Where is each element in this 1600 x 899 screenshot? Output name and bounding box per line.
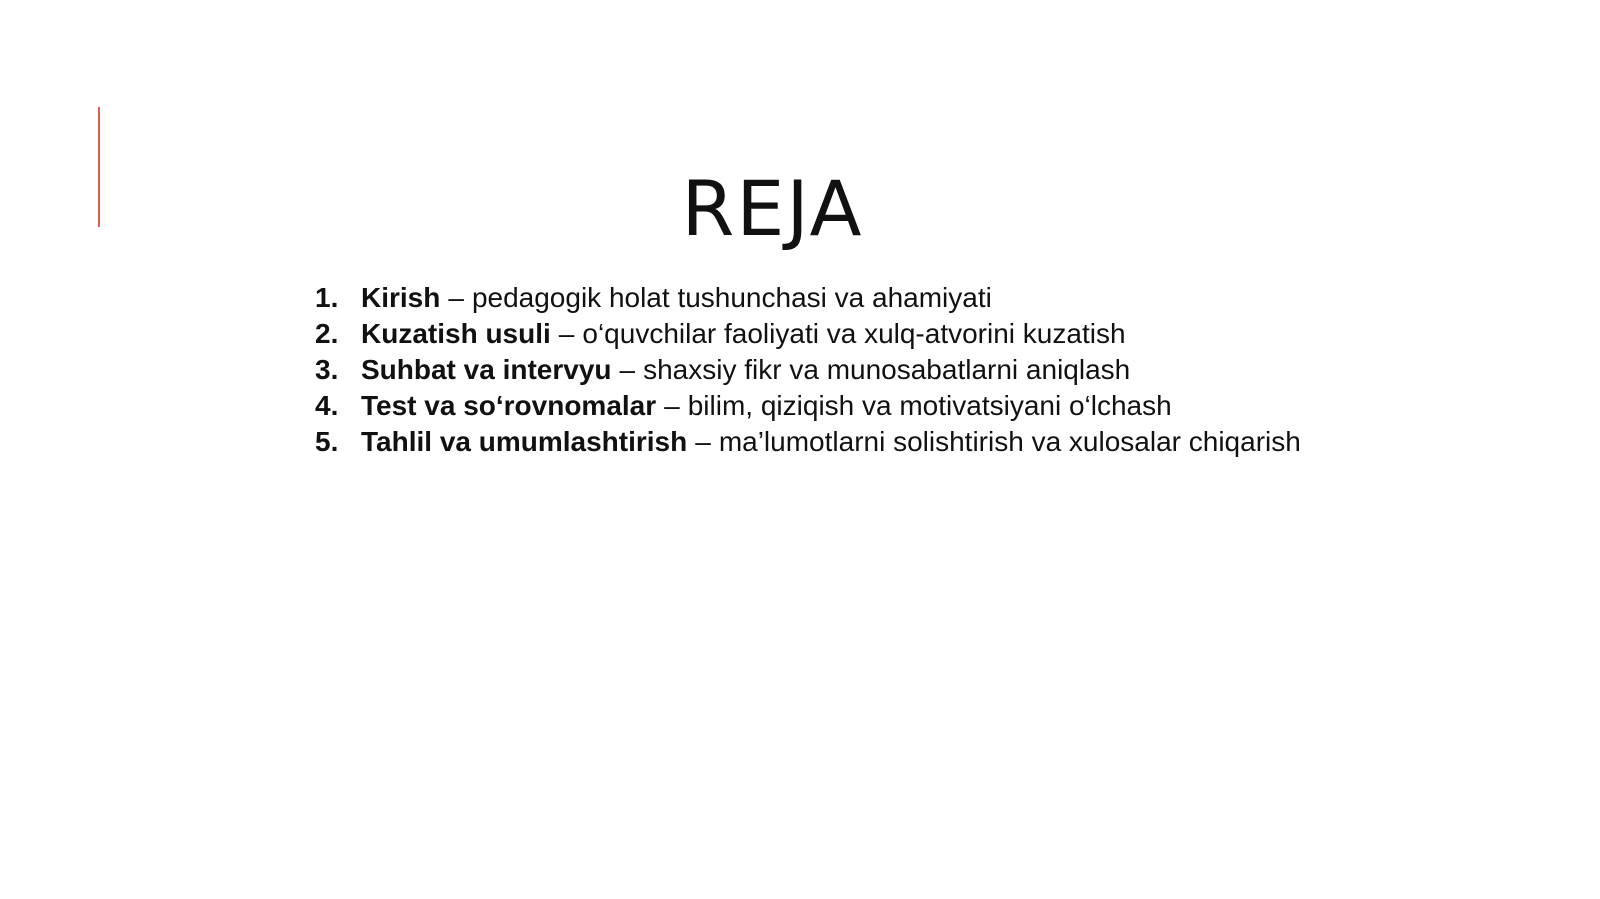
item-number: 3. xyxy=(315,354,339,385)
item-description: o‘quvchilar faoliyati va xulq-atvorini kuzatish xyxy=(582,318,1126,349)
item-description: ma’lumotlarni solishtirish va xulosalar chiqarish xyxy=(718,426,1301,457)
slide-title: REJA xyxy=(681,163,864,253)
list-item xyxy=(315,316,1301,352)
item-description: pedagogik holat tushunchasi va ahamiyati xyxy=(471,282,992,313)
item-dash: – xyxy=(619,354,636,385)
item-dash: – xyxy=(448,282,464,313)
item-dash: – xyxy=(664,390,680,421)
item-term: Kirish xyxy=(361,282,441,313)
item-number: 2. xyxy=(315,318,339,349)
list-item xyxy=(315,352,1301,388)
list-item xyxy=(315,388,1301,424)
item-dash: – xyxy=(558,318,575,349)
item-description: bilim, qiziqish va motivatsiyani o‘lchash xyxy=(687,390,1172,421)
list-item xyxy=(315,424,1301,460)
item-number: 5. xyxy=(315,426,339,457)
list-item xyxy=(315,280,1301,316)
plan-list xyxy=(315,280,1301,460)
item-term: Kuzatish usuli xyxy=(361,318,551,349)
item-term: Test va so‘rovnomalar xyxy=(361,390,657,421)
item-dash: – xyxy=(695,426,711,457)
item-number: 1. xyxy=(315,282,339,313)
item-term: Suhbat va intervyu xyxy=(361,354,612,385)
item-term: Tahlil va umumlashtirish xyxy=(361,426,688,457)
item-description: shaxsiy fikr va munosabatlarni aniqlash xyxy=(643,354,1131,385)
item-number: 4. xyxy=(315,390,339,421)
